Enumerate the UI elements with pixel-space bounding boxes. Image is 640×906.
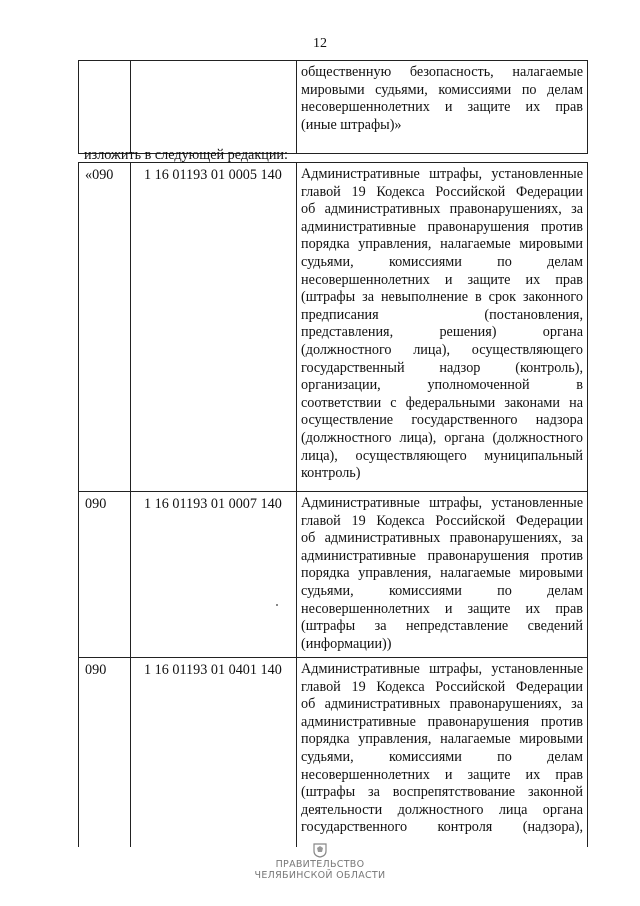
description-line: государственного контроля (надзора), <box>301 819 583 836</box>
description-cell <box>297 492 588 658</box>
description-line: мировыми судьями, комиссиями по делам <box>301 81 583 98</box>
description-line: об административных правонарушениях, за <box>301 201 583 218</box>
description-line: (штрафы за воспрепятствование законной <box>301 784 583 801</box>
code-cell <box>79 61 131 154</box>
description-line: главой 19 Кодекса Российской Федерации <box>301 183 583 200</box>
description-line: об административных правонарушениях, за <box>301 696 583 713</box>
admin-code: 090 <box>79 492 131 658</box>
description-line: (информации)) <box>301 635 392 652</box>
description-line: предписания (постановления, <box>301 306 583 323</box>
description-cell <box>297 61 588 154</box>
description-line: контроль) <box>301 465 361 482</box>
description-line: административные правонарушения против <box>301 713 583 730</box>
description-line: несовершеннолетних и защите их прав <box>301 271 583 288</box>
fines-table <box>78 162 588 847</box>
description-line: несовершеннолетних и защите их прав <box>301 99 583 116</box>
description-line: (штрафы за невыполнение в срок законного <box>301 289 583 306</box>
description-line: лица), осуществляющего муниципальный <box>301 447 583 464</box>
description-line: судьями, комиссиями по делам <box>301 253 583 270</box>
table-row <box>79 658 588 848</box>
description-line: административные правонарушения против <box>301 218 583 235</box>
description-line: представления, решения) органа <box>301 324 583 341</box>
description-line: порядка управления, налагаемые мировыми <box>301 565 583 582</box>
stamp-line-2: ЧЕЛЯБИНСКОЙ ОБЛАСТИ <box>254 870 386 881</box>
description-line: (штрафы за непредставление сведений <box>301 618 583 635</box>
description-line: судьями, комиссиями по делам <box>301 582 583 599</box>
description-cell <box>297 163 588 492</box>
budget-classification-code: 1 16 01193 01 0401 140 <box>131 658 297 848</box>
description-line: организации, уполномоченной в <box>301 377 583 394</box>
budget-classification-code: 1 16 01193 01 0007 140 <box>131 492 297 658</box>
table-row <box>79 492 588 658</box>
description-line: Административные штрафы, установленные <box>301 166 583 182</box>
description-line: главой 19 Кодекса Российской Федерации <box>301 512 583 529</box>
description-line: несовершеннолетних и защите их прав <box>301 600 583 617</box>
description-line: об административных правонарушениях, за <box>301 530 583 547</box>
intro-text: изложить в следующей редакции: <box>84 147 288 163</box>
coat-of-arms-icon <box>312 842 328 858</box>
description-line: деятельности должностного лица органа <box>301 801 583 818</box>
admin-code: 090 <box>79 658 131 848</box>
continuation-table <box>78 60 588 154</box>
description-line: общественную безопасность, налагаемые <box>301 64 583 80</box>
description-line: государственный надзор (контроль), <box>301 359 583 376</box>
description-line: осуществление государственного надзора <box>301 412 583 429</box>
scan-speck <box>276 604 278 606</box>
table-row <box>79 163 588 492</box>
description-line: порядка управления, налагаемые мировыми <box>301 236 583 253</box>
description-line: (должностного лица), осуществляющего <box>301 341 583 358</box>
table-row <box>79 61 588 154</box>
description-line: главой 19 Кодекса Российской Федерации <box>301 678 583 695</box>
admin-code: «090 <box>79 163 131 492</box>
description-line: несовершеннолетних и защите их прав <box>301 766 583 783</box>
kbk-cell <box>131 61 297 154</box>
government-stamp <box>0 842 640 881</box>
page-number: 12 <box>313 36 327 51</box>
description-line: порядка управления, налагаемые мировыми <box>301 731 583 748</box>
description-line: Административные штрафы, установленные <box>301 661 583 677</box>
description-line: (должностного лица), органа (должностного <box>301 429 583 446</box>
description-line: Административные штрафы, установленные <box>301 495 583 511</box>
description-line: судьями, комиссиями по делам <box>301 748 583 765</box>
description-line: (иные штрафы)» <box>301 116 402 133</box>
budget-classification-code: 1 16 01193 01 0005 140 <box>131 163 297 492</box>
description-cell <box>297 658 588 848</box>
description-line: административные правонарушения против <box>301 547 583 564</box>
stamp-line-1: ПРАВИТЕЛЬСТВО <box>275 859 365 870</box>
description-line: соответствии с федеральными законами на <box>301 394 583 411</box>
